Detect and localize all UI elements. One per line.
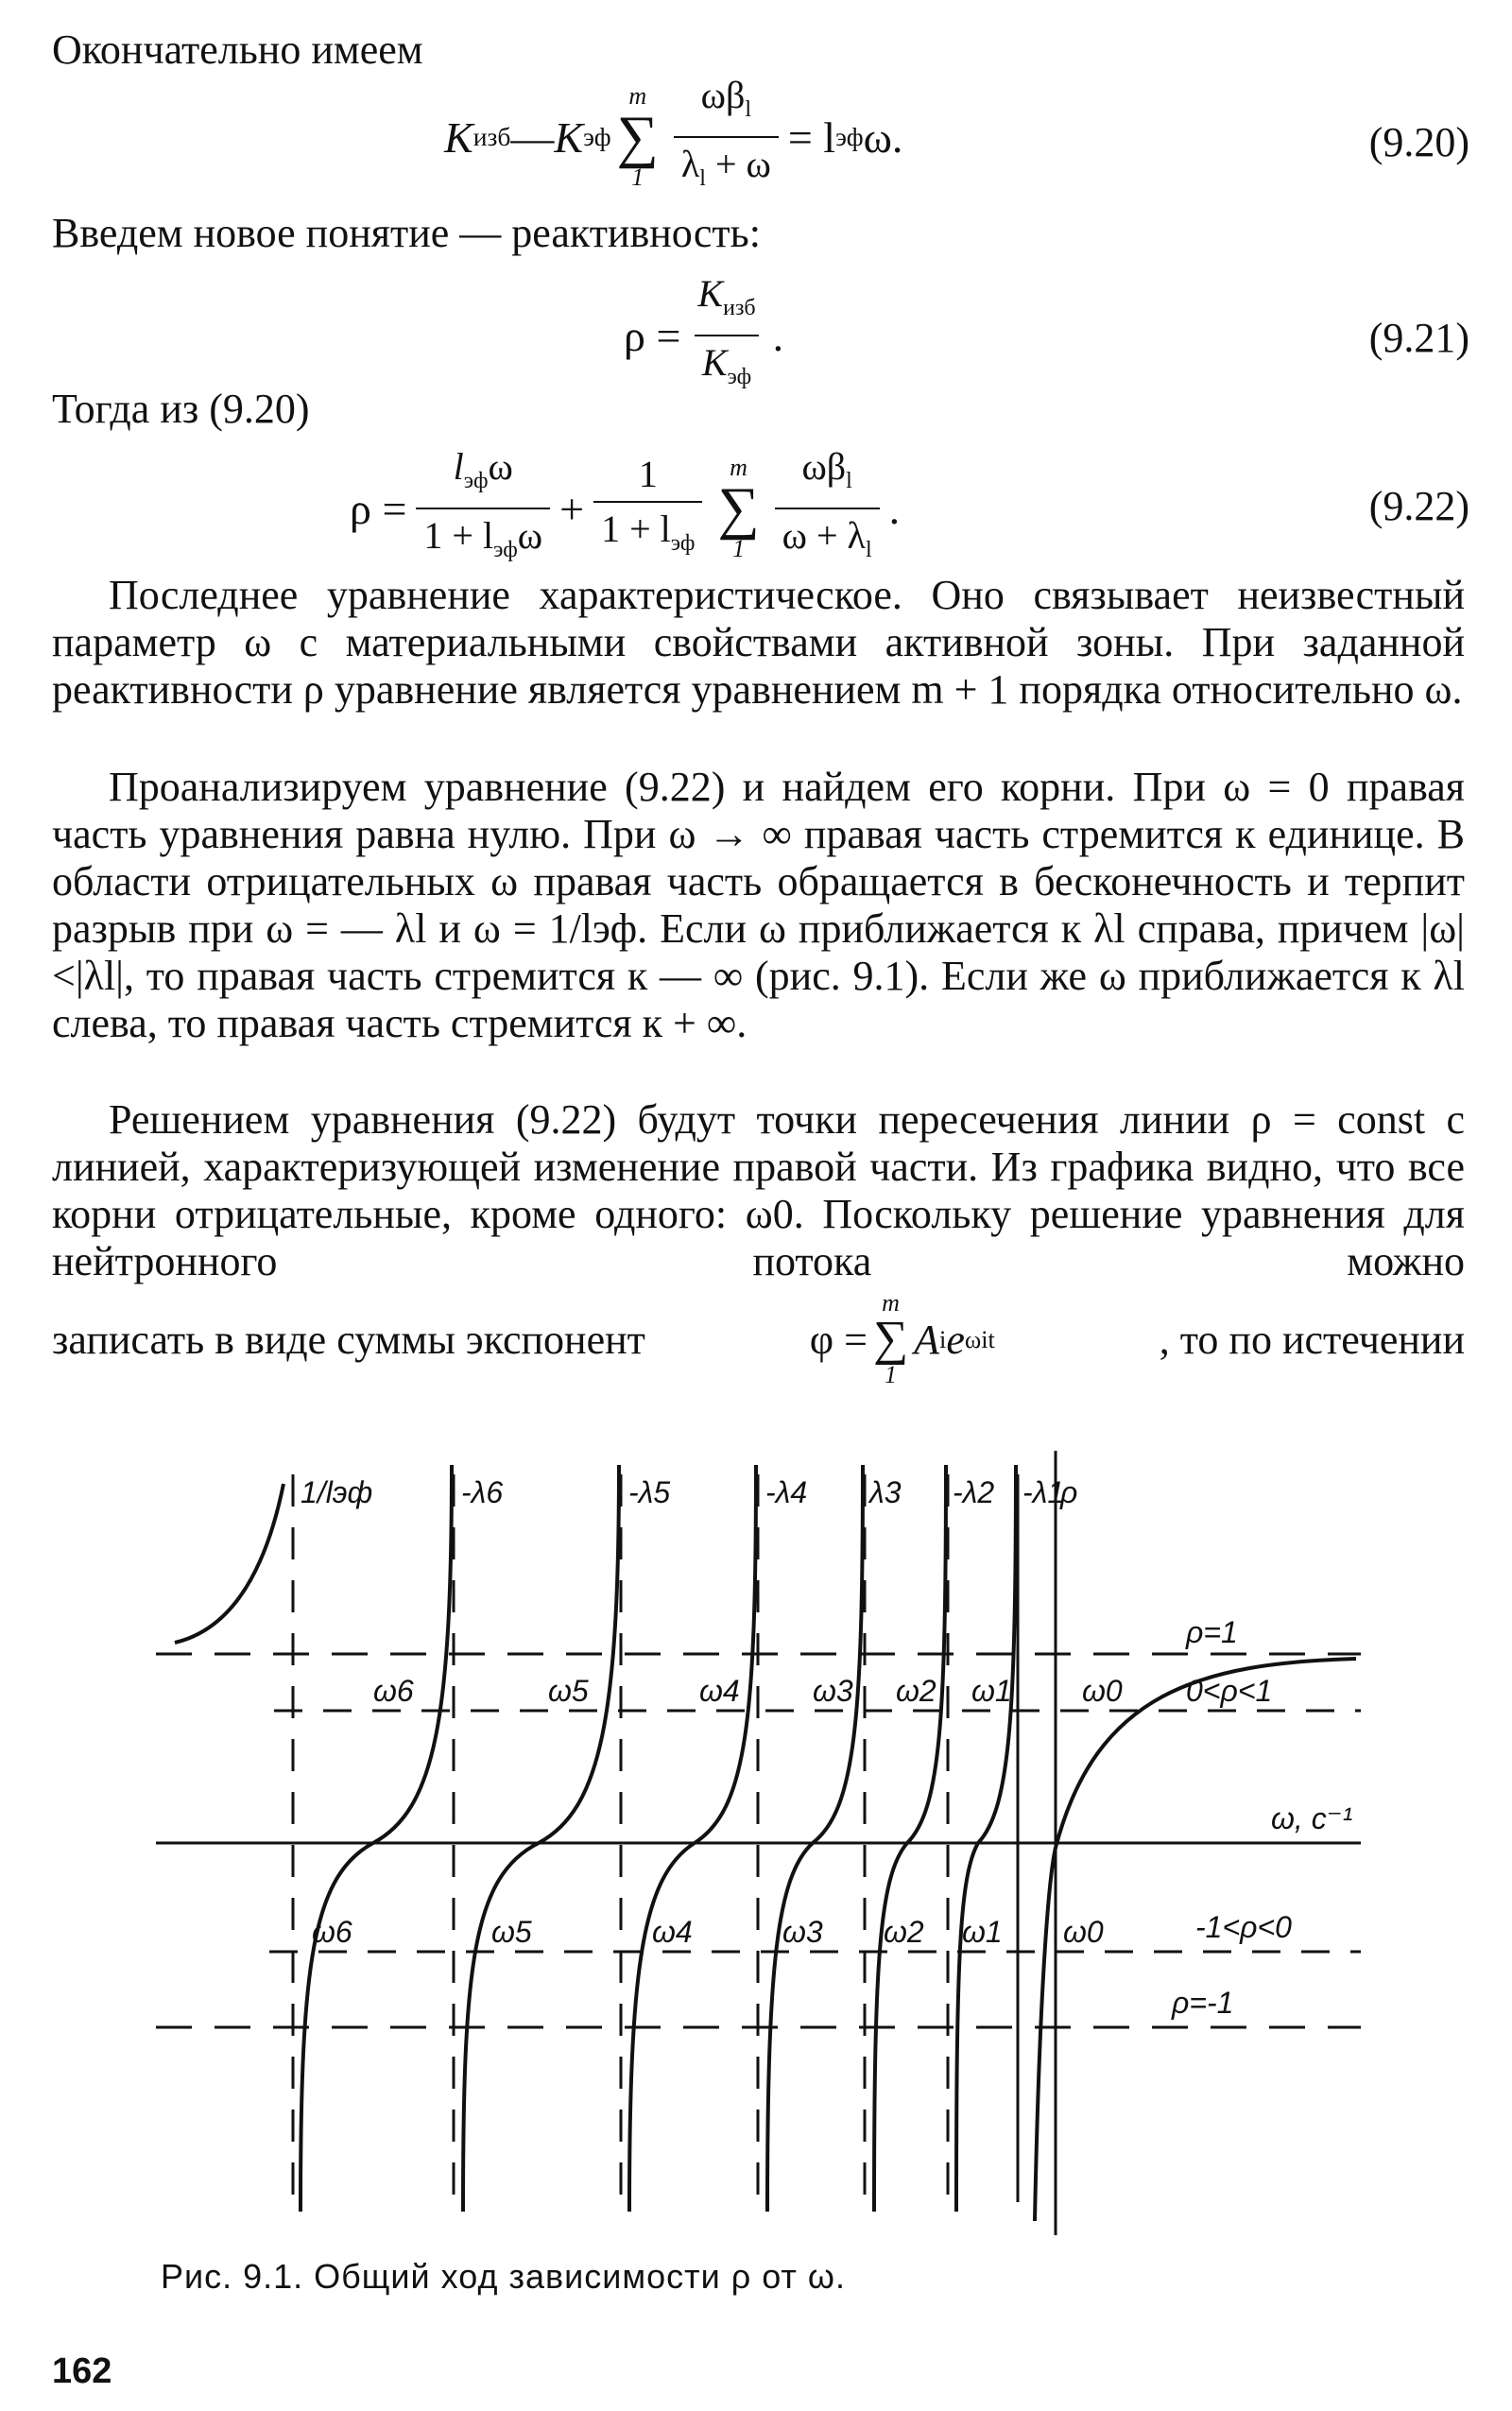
curve-segment-5 <box>463 1465 619 2212</box>
eq920-number: (9.20) <box>1368 119 1469 165</box>
equation-9-20: K изб — K эф m ∑ 1 $\frac{\omega\beta_l}{\lambda_l + \omega}$ = l эф ω. <box>444 71 902 203</box>
eq920-k-sub: изб <box>472 122 511 151</box>
p3-last-formula: φ = m ∑ 1 A i e ωit <box>809 1289 995 1388</box>
eq920-minus: — <box>510 112 555 162</box>
label-lambda1: -λ1 <box>1022 1475 1065 1509</box>
eq922-rho: ρ = <box>350 484 407 533</box>
eq920-fraction: $\frac{\omega\beta_l}{\lambda_l + \omega}$ <box>674 73 779 201</box>
eq922-fraction-1: $\frac{l_{эф}\omega}{1 + l_{эф}\omega}$ <box>416 444 550 573</box>
paragraph-2: Проанализируем уравнение (9.22) и найдем его корни. При ω = 0 правая часть уравнения равна нулю. При ω → ∞ правая часть стремится к единице. В области отрицательных ω правая часть обращается в бесконечность и терпит разрыв при ω = — λl и ω = 1/lэф. Если ω приближается к λl справа, причем |ω|<|λl|, то правая часть стремится к — ∞ (рис. 9.1). Если же ω приближается к λl слева, то правая часть стремится к + ∞. <box>52 764 1465 1046</box>
root-lower-5: ω5 <box>491 1915 532 1949</box>
label-lambda5: -λ5 <box>628 1475 671 1509</box>
curve-segment-1 <box>956 1465 1016 2212</box>
eq920-rhs: = l <box>787 112 836 162</box>
curve-segment-4 <box>629 1465 756 2212</box>
label-rho-minus-1: ρ=-1 <box>1172 1986 1234 2020</box>
eq920-k2-sub: эф <box>583 122 611 151</box>
eq921-fraction: $\frac{K_{изб}}{K_{эф}}$ <box>690 271 763 400</box>
label-1-l-ef: 1/lэф <box>301 1475 373 1509</box>
root-upper-0: ω0 <box>1082 1674 1123 1708</box>
intro-text: Окончательно имеем <box>52 26 423 73</box>
root-upper-3: ω3 <box>813 1674 853 1708</box>
root-upper-1: ω1 <box>971 1674 1012 1708</box>
curve-segment-2 <box>874 1465 946 2212</box>
label-lambda6: -λ6 <box>461 1475 504 1509</box>
paragraph-3-last-line <box>52 1278 1465 1401</box>
root-upper-4: ω4 <box>699 1674 740 1708</box>
eq920-k: K <box>444 112 473 162</box>
root-lower-6: ω6 <box>312 1915 352 1949</box>
curve-positive-branch <box>1035 1659 1356 2221</box>
eq921-number: (9.21) <box>1368 315 1469 361</box>
curve-segment-6 <box>301 1465 452 2212</box>
then-text: Тогда из (9.20) <box>52 386 310 432</box>
root-lower-1: ω1 <box>962 1915 1003 1949</box>
eq922-number: (9.22) <box>1368 483 1469 529</box>
equation-9-22: ρ = $\frac{l_{эф}\omega}{1 + l_{эф}\omega}$ + $\frac{1}{1 + l_{эф}}$ m ∑ 1 $\frac{\omega\beta_l}{\omega + \lambda_l}$ . <box>350 442 900 575</box>
label-rho-neg: -1<ρ<0 <box>1195 1910 1292 1944</box>
new-concept-text: Введем новое понятие — реактивность: <box>52 210 761 256</box>
root-upper-6: ω6 <box>373 1674 414 1708</box>
figure-caption: Рис. 9.1. Общий ход зависимости ρ от ω. <box>161 2257 847 2296</box>
root-lower-0: ω0 <box>1063 1915 1104 1949</box>
label-rho-1: ρ=1 <box>1186 1615 1238 1649</box>
eq921-rho: ρ = <box>624 311 681 360</box>
curve-left-branch <box>175 1484 284 1643</box>
label-rho-0-1: 0<ρ<1 <box>1186 1674 1273 1708</box>
root-lower-3: ω3 <box>782 1915 823 1949</box>
root-lower-4: ω4 <box>652 1915 693 1949</box>
curve-segment-3 <box>767 1465 863 2212</box>
label-omega-axis: ω, c⁻¹ <box>1271 1801 1353 1835</box>
p3-last-pre: записать в виде суммы экспонент <box>52 1316 645 1363</box>
label-lambda4: -λ4 <box>765 1475 808 1509</box>
equation-9-21: ρ = $\frac{K_{изб}}{K_{эф}}$ . <box>624 274 783 397</box>
eq922-fraction-2: $\frac{1}{1 + l_{эф}}$ <box>593 452 702 566</box>
page-number: 162 <box>52 2351 112 2391</box>
root-upper-5: ω5 <box>548 1674 589 1708</box>
eq922-sum: m ∑ 1 <box>717 454 760 562</box>
paragraph-3: Решением уравнения (9.22) будут точки пересечения линии ρ = const с линией, характеризующей изменение правой части. Из графика видно, что все корни отрицательные, кроме одного: ω0. Поскольку решение уравнения для нейтронного потока можно <box>52 1096 1465 1284</box>
eq922-fraction-3: $\frac{\omega\beta_l}{\omega + \lambda_l}$ <box>775 444 880 573</box>
eq920-k2: K <box>554 112 584 162</box>
paragraph-1: Последнее уравнение характеристическое. Оно связывает неизвестный параметр ω с материальными свойствами активной зоны. При заданной реактивности ρ уравнение является уравнением m + 1 порядка относительно ω. <box>52 572 1465 713</box>
root-upper-2: ω2 <box>896 1674 936 1708</box>
eq920-sum: m ∑ 1 <box>616 82 659 191</box>
p3-last-post: , то по истечении <box>1159 1316 1465 1363</box>
label-rho-axis: ρ <box>1060 1475 1078 1509</box>
root-lower-2: ω2 <box>884 1915 924 1949</box>
label-lambda3: λ3 <box>869 1475 902 1509</box>
label-lambda2: -λ2 <box>953 1475 995 1509</box>
